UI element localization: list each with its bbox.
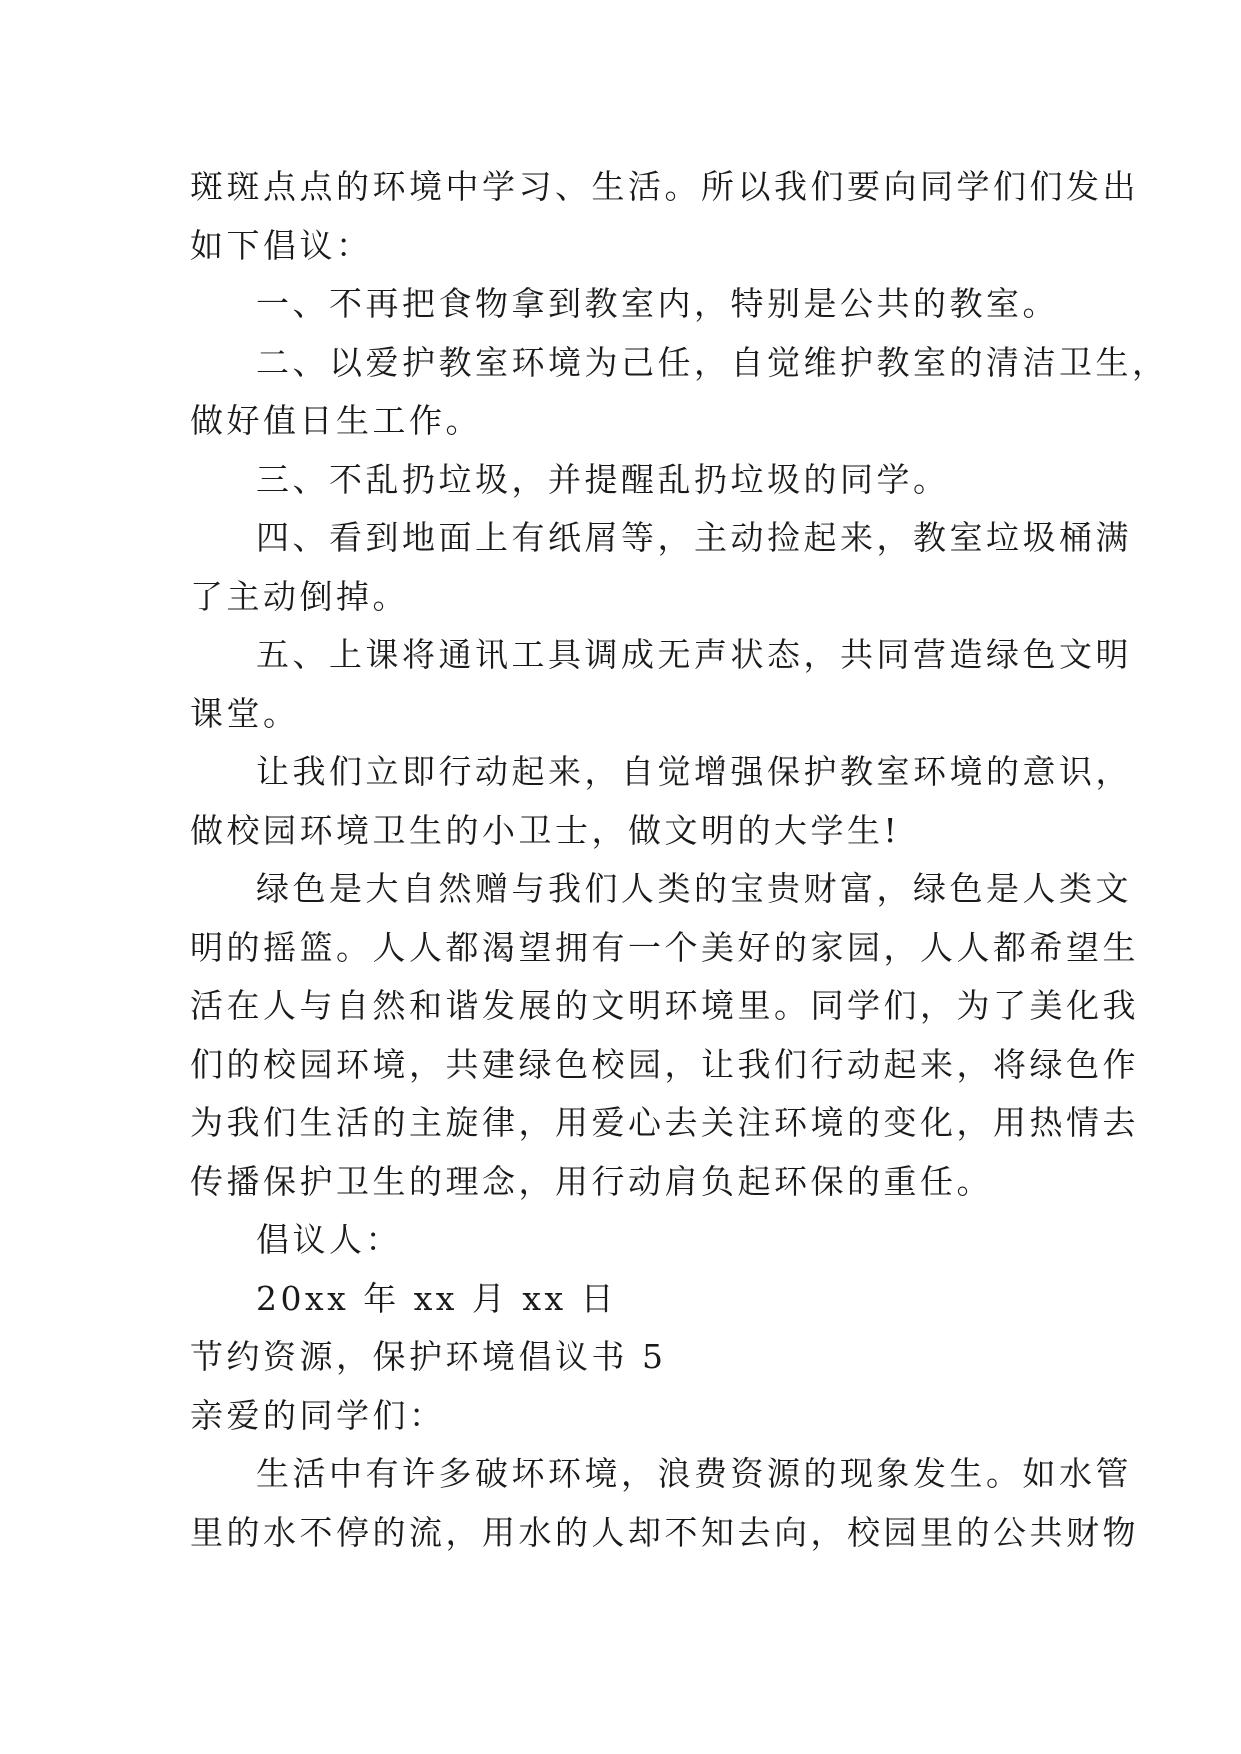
text-line: 四、看到地面上有纸屑等，主动捡起来，教室垃圾桶满 xyxy=(256,518,1132,557)
text-line: 斑斑点点的环境中学习、生活。所以我们要向同学们们发出 xyxy=(190,167,1139,206)
text-line: 做好值日生工作。 xyxy=(190,401,482,440)
text-line: 五、上课将通讯工具调成无声状态，共同营造绿色文明 xyxy=(256,635,1132,674)
section-title: 节约资源，保护环境倡议书 5 xyxy=(190,1337,667,1376)
text-line: 二、以爱护教室环境为己任，自觉维护教室的清洁卫生， xyxy=(256,342,1169,382)
text-line: 传播保护卫生的理念，用行动肩负起环保的重任。 xyxy=(190,1161,993,1201)
text-line: 课堂。 xyxy=(190,693,300,733)
signature-label: 倡议人： xyxy=(256,1220,402,1259)
text-line: 为我们生活的主旋律，用爱心去关注环境的变化，用热情去 xyxy=(190,1103,1139,1142)
text-line: 一、不再把食物拿到教室内，特别是公共的教室。 xyxy=(256,284,1059,323)
text-line: 活在人与自然和谐发展的文明环境里。同学们，为了美化我 xyxy=(190,986,1139,1025)
document-body xyxy=(190,158,1169,1562)
text-line: 明的摇篮。人人都渴望拥有一个美好的家园，人人都希望生 xyxy=(190,927,1139,967)
text-line: 如下倡议： xyxy=(190,225,373,265)
text-line: 让我们立即行动起来，自觉增强保护教室环境的意识， xyxy=(256,752,1132,791)
text-line: 们的校园环境，共建绿色校园，让我们行动起来，将绿色作 xyxy=(190,1044,1139,1084)
date-line: 20xx 年 xx 月 xx 日 xyxy=(256,1278,618,1318)
text-line: 生活中有许多破坏环境，浪费资源的现象发生。如水管 xyxy=(256,1454,1132,1493)
text-line: 里的水不停的流，用水的人却不知去向，校园里的公共财物 xyxy=(190,1512,1139,1552)
salutation: 亲爱的同学们： xyxy=(190,1395,446,1435)
text-line: 做校园环境卫生的小卫士，做文明的大学生! xyxy=(190,810,901,850)
text-line: 了主动倒掉。 xyxy=(190,576,409,616)
text-line: 绿色是大自然赠与我们人类的宝贵财富，绿色是人类文 xyxy=(256,869,1132,908)
text-line: 三、不乱扔垃圾，并提醒乱扔垃圾的同学。 xyxy=(256,459,950,499)
